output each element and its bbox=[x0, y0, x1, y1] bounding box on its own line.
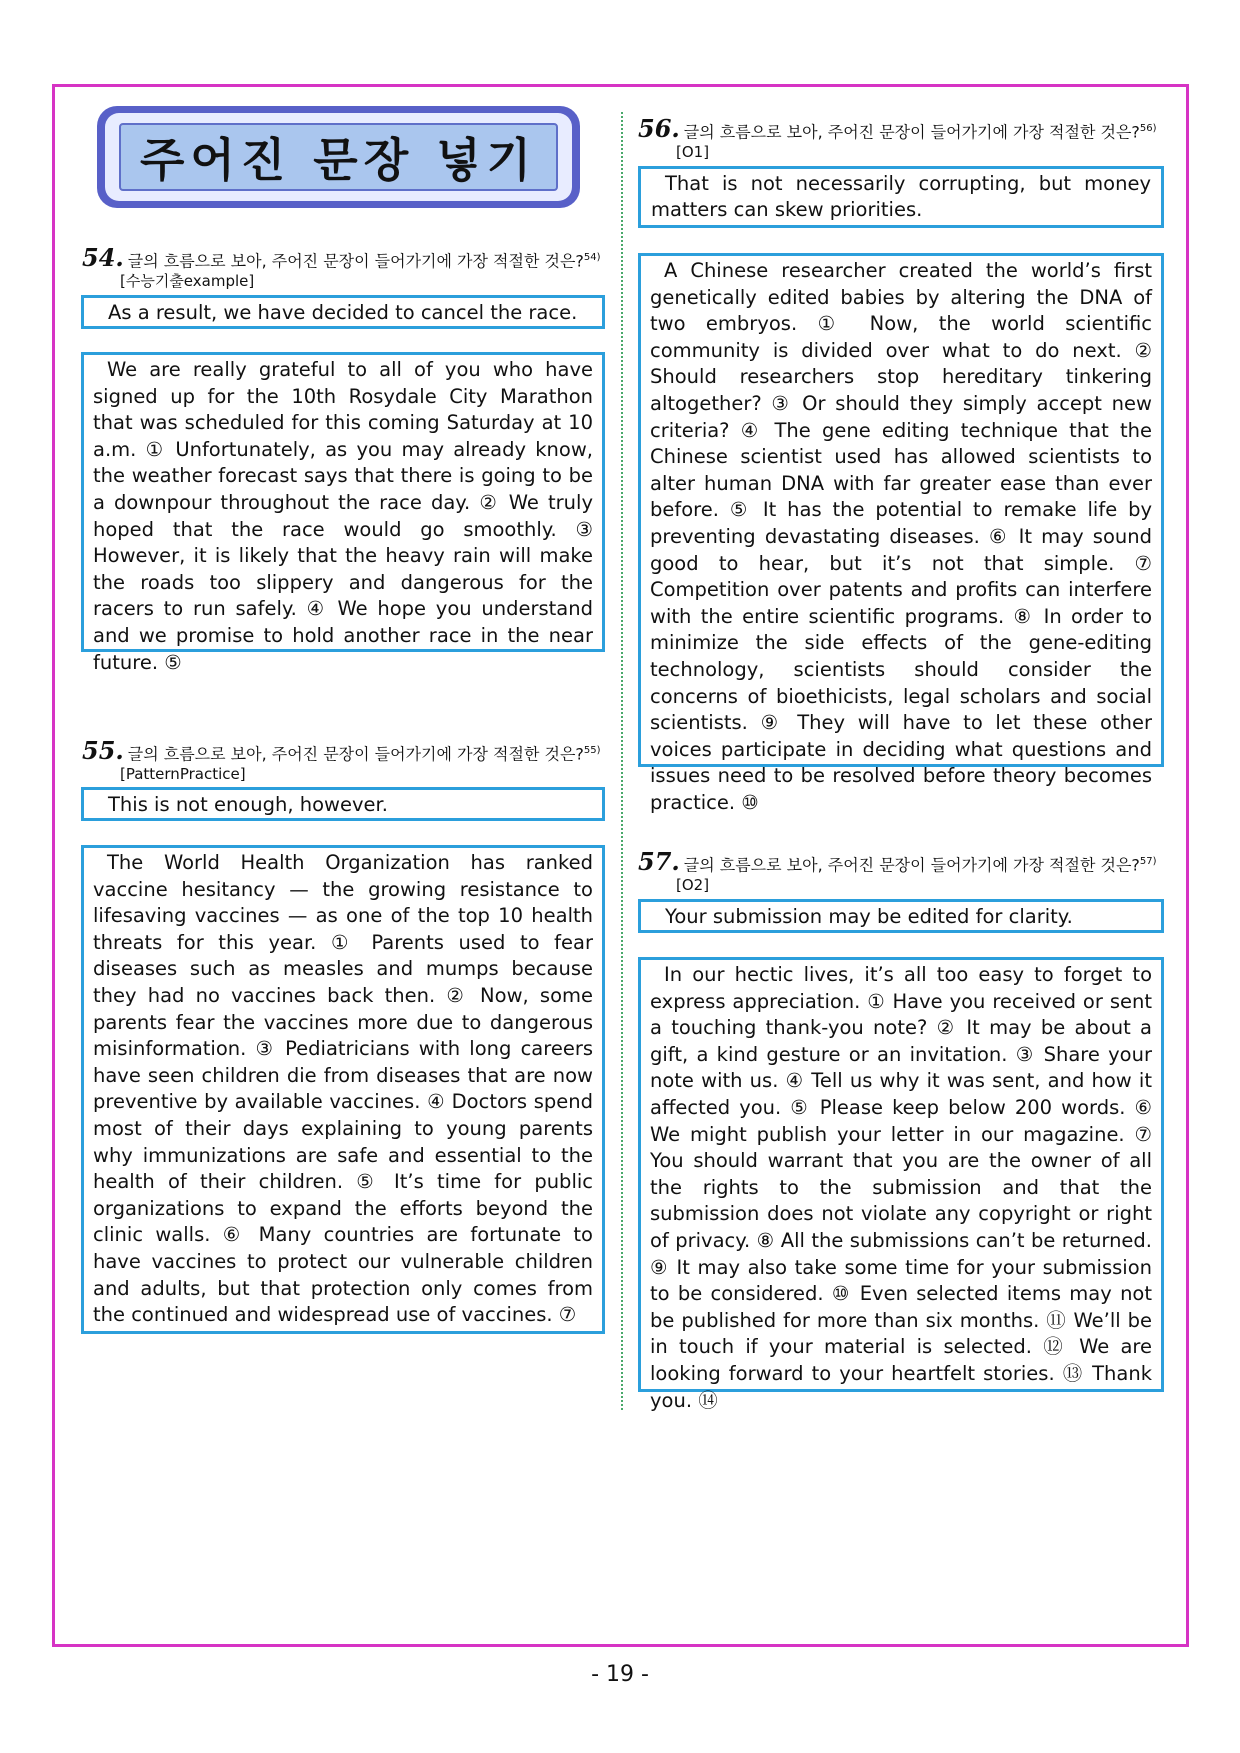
question-number: 54. bbox=[82, 243, 124, 272]
question-57-header bbox=[638, 847, 1178, 895]
given-sentence: This is not enough, however. bbox=[81, 787, 605, 821]
question-tag: [PatternPractice] bbox=[120, 765, 246, 784]
passage-text: We are really grateful to all of you who have signed up for the 10th Rosydale City Marathon that was scheduled for this coming Saturday at 10 a.m. ① Unfortunately, as you may already know, the weather forecast says that there is going to be a downpour throughout the race day. ② We truly hoped that the race would go smoothly. ③ However, it is likely that the heavy rain will make the roads too slippery and dangerous for the racers to run safely. ④ We hope you understand and we promise to hold another race in the near future. ⑤ bbox=[93, 358, 593, 674]
title-plaque bbox=[97, 106, 580, 208]
question-56-header bbox=[638, 114, 1178, 162]
question-55-header bbox=[82, 736, 612, 784]
question-prompt: 글의 흐름으로 보아, 주어진 문장이 들어가기에 가장 적절한 것은?$^{56)}$ bbox=[683, 122, 1157, 142]
passage-56 bbox=[638, 253, 1164, 814]
passage-text: In our hectic lives, it’s all too easy to forget to express appreciation. ① Have you received or sent a touching thank-you note? ② It may be about a gift, a kind gesture or an invitation. ③ Share your note with us. ④ Tell us why it was sent, and how it affected you. ⑤ Please keep below 200 words. ⑥ We might publish your letter in our magazine. ⑦ You should warrant that you are the owner of all the rights to the submission and that the submission does not violate any copyright or right of privacy. ⑧ All the submissions can’t be returned. ⑨ It may also take some time for your submission to be considered. ⑩ Even selected items may not be published for more than six months. ⑪ We’ll be in touch if your material is selected. ⑫ We are looking forward to your heartfelt stories. ⑬ Thank you. ⑭ bbox=[650, 963, 1152, 1412]
given-sentence: Your submission may be edited for clarity. bbox=[638, 899, 1164, 933]
question-prompt: 글의 흐름으로 보아, 주어진 문장이 들어가기에 가장 적절한 것은?$^{57)}$ bbox=[683, 855, 1157, 875]
passage-57 bbox=[638, 957, 1164, 1412]
page-title: 주어진 문장 넣기 bbox=[139, 133, 538, 187]
question-tag: [O1] bbox=[676, 143, 710, 162]
given-sentence: That is not necessarily corrupting, but money matters can skew priorities. bbox=[638, 166, 1164, 228]
question-tag: [O2] bbox=[676, 876, 710, 895]
question-prompt: 글의 흐름으로 보아, 주어진 문장이 들어가기에 가장 적절한 것은?$^{55)}$ bbox=[127, 744, 601, 764]
column-divider bbox=[621, 112, 623, 1410]
question-number: 56. bbox=[638, 114, 680, 143]
question-prompt: 글의 흐름으로 보아, 주어진 문장이 들어가기에 가장 적절한 것은?$^{54)}$ bbox=[127, 251, 601, 271]
given-sentence: As a result, we have decided to cancel the race. bbox=[81, 295, 605, 329]
question-tag: [수능기출example] bbox=[120, 272, 255, 291]
page-number: - 19 - bbox=[591, 1662, 649, 1687]
question-number: 55. bbox=[82, 736, 124, 765]
question-number: 57. bbox=[638, 847, 680, 876]
passage-text: A Chinese researcher created the world’s first genetically edited babies by altering the DNA of two embryos. ① Now, the world scientific community is divided over what to do next. ② Should researchers stop hereditary tinkering altogether? ③ Or should they simply accept new criteria? ④ The gene editing technique that the Chinese scientist used has allowed scientists to alter human DNA with far greater ease than ever before. ⑤ It has the potential to remake life by preventing devastating diseases. ⑥ It may sound good to hear, but it’s not that simple. ⑦ Competition over patents and profits can interfere with the entire scientific programs. ⑧ In order to minimize the side effects of the gene-editing technology, scientists should consider the concerns of bioethicists, legal scholars and social scientists. ⑨ They will have to let these other voices participate in deciding what questions and issues need to be resolved before theory becomes practice. ⑩ bbox=[650, 259, 1152, 814]
passage-54 bbox=[81, 352, 605, 674]
question-54-header bbox=[82, 243, 612, 291]
passage-text: The World Health Organization has ranked vaccine hesitancy — the growing resistance to lifesaving vaccines — as one of the top 10 health threats for this year. ① Parents used to fear diseases such as measles and mumps because they had no vaccines back then. ② Now, some parents fear the vaccines more due to dangerous misinformation. ③ Pediatricians with long careers have seen children die from diseases that are now preventive by available vaccines. ④ Doctors spend most of their days explaining to young parents why immunizations are safe and essential to the health of their children. ⑤ It’s time for public organizations to expand the efforts beyond the clinic walls. ⑥ Many countries are fortunate to have vaccines to protect our vulnerable children and adults, but that protection only comes from the continued and widespread use of vaccines. ⑦ bbox=[93, 851, 593, 1327]
passage-55 bbox=[81, 845, 605, 1334]
